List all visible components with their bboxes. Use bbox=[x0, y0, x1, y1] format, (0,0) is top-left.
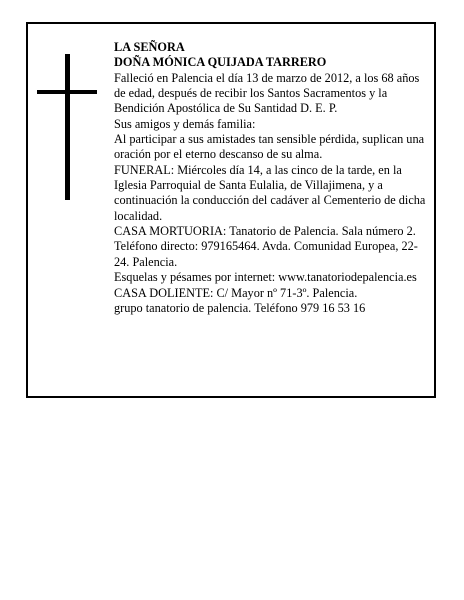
obituary-notice bbox=[26, 22, 436, 398]
notice-paragraph-group: grupo tanatorio de palencia. Teléfono 979 16 53 16 bbox=[114, 300, 366, 315]
notice-heading-name: DOÑA MÓNICA QUIJADA TARRERO bbox=[114, 55, 327, 70]
notice-text bbox=[114, 40, 426, 316]
notice-paragraph-home: CASA DOLIENTE: C/ Mayor nº 71-3º. Palencia. bbox=[114, 285, 358, 300]
notice-paragraph-prayer: Al participar a sus amistades tan sensible pérdida, suplican una oración por el eterno descanso de su alma. bbox=[114, 132, 425, 162]
notice-paragraph-funeral: FUNERAL: Miércoles día 14, a las cinco de la tarde, en la Iglesia Parroquial de Santa Eulalia, de Villajimena, y a continuación la conducción del cadáver al Cementerio de dicha localidad. bbox=[114, 162, 426, 223]
notice-paragraph-family: Sus amigos y demás familia: bbox=[114, 116, 256, 131]
cross-vertical-bar bbox=[65, 54, 70, 200]
notice-paragraph-mortuary: CASA MORTUORIA: Tanatorio de Palencia. Sala número 2. Teléfono directo: 979165464. Avda. Comunidad Europea, 22-24. Palencia. bbox=[114, 224, 418, 269]
cross-horizontal-bar bbox=[37, 90, 97, 94]
cross-icon bbox=[37, 54, 97, 200]
notice-paragraph-internet: Esquelas y pésames por internet: www.tanatoriodepalencia.es bbox=[114, 270, 417, 285]
notice-heading-title: LA SEÑORA bbox=[114, 40, 185, 54]
notice-paragraph-death: Falleció en Palencia el día 13 de marzo de 2012, a los 68 años de edad, después de recibir los Santos Sacramentos y la Bendición Apostólica de Su Santidad D. E. P. bbox=[114, 70, 420, 116]
